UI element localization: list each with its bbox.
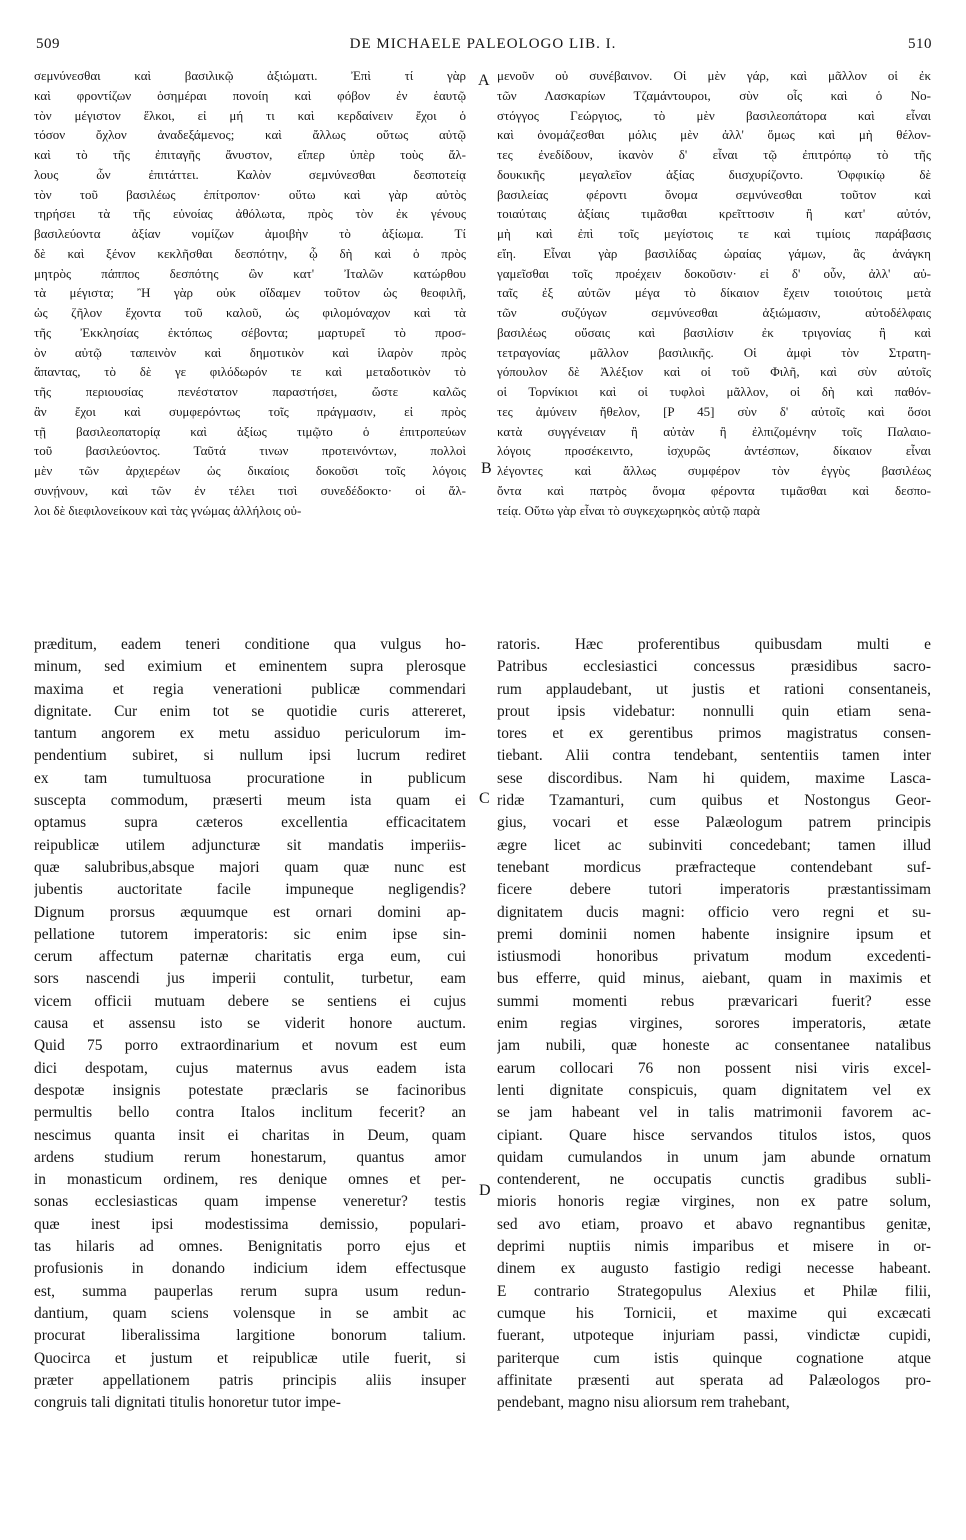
text-line: tores et ex gerentibus primos magistratus consen-	[497, 725, 931, 743]
margin-marker-d: D	[479, 1182, 491, 1199]
text-line: ὡς ζῆλον ἔχοντα τοῦ καλοῦ, ὡς φιλομόναχον καὶ τὰ	[34, 305, 466, 320]
text-line: dantium, quam sciens volensque in se ambit ac	[34, 1304, 466, 1322]
text-line: cumque his Tornicii, et maxime qui excæcati	[497, 1304, 931, 1322]
text-line: μὴ καὶ ἐπὶ τοῖς μεγίστοις τε καὶ τιμίοις παράβασις	[497, 226, 931, 241]
text-line: profusionis in donando indicium idem effectusque	[34, 1260, 466, 1278]
margin-marker-c: C	[479, 790, 490, 807]
text-line: dignitate. Cur enim tot se quotidie curis attereret,	[34, 702, 466, 720]
text-line: σεμνύνεσθαι καὶ βασιλικῷ ἀξιώματι. Ἐπὶ τί γὰρ	[34, 68, 466, 83]
text-line: sors nascendi jus imperii contulit, turbetur, eam	[34, 970, 466, 988]
text-line: istiusmodi honoribus privatum modum excedenti-	[497, 948, 931, 966]
text-line: λους ὧν ἐπιτάττει. Καλὸν σεμνύνεσθαι δεσποτείᾳ	[34, 166, 466, 182]
text-line: causa et assensu isto se viderit honore auctum.	[34, 1015, 466, 1033]
text-line: στόγγος Γεώργιος, τὸ μὲν βασιλεοπάτορα καὶ εἶναι	[497, 107, 931, 123]
text-line: βασιλείας φέροντι ὄνομα σεμνύνεσθαι τοῦτον καὶ	[497, 186, 931, 202]
text-line: se jam habeant vel in talis matrimonii favorem ac-	[497, 1104, 931, 1122]
text-line: mioris honoris regiæ virgines, non ex patre solum,	[497, 1193, 931, 1211]
text-line: ratoris. Hæc proferentibus quibusdam multi e	[497, 636, 931, 653]
text-line: Patribus ecclesiastici concessus præsidibus sacro-	[497, 658, 931, 676]
text-line: λέγοντες καὶ ἄλλως συμφέρον τὸν ἐγγὺς βασιλέως	[497, 463, 931, 478]
text-line: ἅπαντας, τὸ δὲ γε φιλόδωρόν τε καὶ μεταδοτικὸν τὸ	[34, 364, 466, 380]
text-line: est, summa pauperlas rerum supra usum redun-	[34, 1282, 466, 1300]
text-line: sese discordibus. Nam hi quidem, maxime Lasca-	[497, 769, 931, 787]
text-line: præter appellationem patris principis aliis insuper	[34, 1371, 466, 1389]
text-line: δουκικῆς μεγαλεῖον ἀξίας διισχυρίζοντο. Ὀφφικίῳ δὲ	[497, 166, 931, 182]
text-line: summi momenti rebus prævaricari fuerit? esse	[497, 992, 931, 1010]
text-line: τες ἀμύνειν ἤθελον, [P 45] σὺν δ' αὐτοῖς καὶ ὅσοι	[497, 403, 931, 419]
text-line: sed avo etiam, proavo et abavo regnantibus genitæ,	[497, 1215, 931, 1233]
text-line: καὶ τὸ τῆς ἐπιταγῆς ἄνυστον, εἴπερ ὑπὲρ τοὺς ἄλ-	[34, 147, 466, 162]
text-line: ardens studium rerum honestarum, quantus amor	[34, 1148, 466, 1166]
text-line: βασιλεύοντα ἀξίαν νομίζων ἀμοιβὴν τὸ ἀξίωμα. Τί	[34, 226, 466, 241]
text-line: quæ salubribus,absque majori quam quæ nunc est	[34, 858, 466, 876]
text-line: τὰ μέγιστα; Ἢ γὰρ οὐκ οἴδαμεν τοῦτον ὡς θεοφιλῆ,	[34, 285, 466, 301]
text-line: μενοῦν οὐ συνέβαινον. Οἱ μὲν γάρ, καὶ μᾶλλον οἱ ἐκ	[497, 68, 931, 83]
text-line: contenderent, ne occupatis cunctis gradibus subli-	[497, 1171, 931, 1189]
text-line: fuerant, utpoteque injuriam passi, vindictæ cupidi,	[497, 1327, 931, 1345]
text-line: tas hilaris ad omnes. Benignitatis porro ejus et	[34, 1238, 466, 1256]
text-line: optamus supra cæteros excellentia efficacitatem	[34, 814, 466, 832]
text-line: οἱ Τορνίκιοι καὶ οἱ τυφλοὶ μᾶλλον, οἱ δὴ καὶ παθόν-	[497, 384, 931, 399]
text-line: prout ipsis videbatur: nonnulli quin etiam sena-	[497, 702, 931, 720]
text-line: vicem officii mutuam debere se sentiens ei cujus	[34, 992, 466, 1010]
text-line: jubentis auctoritate facile impuneque negligendis?	[34, 881, 466, 899]
text-line: dinem ex augusto fastigio redigi necesse habeant.	[497, 1260, 931, 1278]
text-line: τῆς Ἐκκλησίας ἐκτόπως σέβοντα; μαρτυρεῖ τὸ προσ-	[34, 324, 466, 340]
text-line: rum applaudebant, ut justis et rationi consentaneis,	[497, 680, 931, 698]
text-line: tenebant mordicus præfracteque contendebant suf-	[497, 858, 931, 876]
text-line: enim regias virgines, sorores imperatoris, ætate	[497, 1015, 931, 1033]
text-line: ταῖς ἐξ αὐτῶν μέγα τὸ δίκαιον ἔχειν τοιούτοις μετὰ	[497, 285, 931, 301]
text-line: Quocirca et justum et reipublicæ utile fuerit, si	[34, 1349, 466, 1367]
text-line: τῇ βασιλεοπατορίᾳ καὶ ἀξίως τιμῷτο ὁ ἐπιτροπεύων	[34, 423, 466, 439]
page-header	[0, 36, 966, 60]
text-line: τῶν Λασκαρίων Τζαμάντουροι, σὺν οἷς καὶ ὁ Νο-	[497, 87, 931, 103]
text-line: sonas ecclesiasticas quam impense veneretur? testis	[34, 1193, 466, 1211]
text-line: minum, sed eximium et eminentem supra plerosque	[34, 658, 466, 676]
text-line: τὸν μέγιστον ἕλκοι, εἰ μή τι καὶ κερδαίνειν ἔχοι ὁ	[34, 107, 466, 123]
text-line: bus efferre, quid minus, aiebant, quam in maximis et	[497, 970, 931, 988]
text-line: ἂν ἔχοι καὶ συμφερόντως τοῖς πράγμασιν, εἰ πρὸς	[34, 403, 466, 419]
text-line: maxima et regia venerationi publicæ commendari	[34, 680, 466, 698]
text-line: tiebant. Alii contra tendebant, sententiis tamen inter	[497, 747, 931, 765]
text-line: affinitate præsenti aut sperata ad Palæologos pro-	[497, 1371, 931, 1389]
right-page-number: 510	[908, 36, 932, 52]
text-line: nescimus quanta insit ei charitas in Deum, quam	[34, 1126, 466, 1144]
text-line: quidam cumulandos in unum jam abunde ornatum	[497, 1148, 931, 1166]
text-line: pellatione tutorem imperatoris: sic enim ipse sin-	[34, 925, 466, 943]
text-line: καὶ ὀνομάζεσθαι μόλις μὲν ἀλλ' ὅμως καὶ μὴ θέλον-	[497, 127, 931, 143]
text-line: E contrario Strategopulus Alexius et Philæ filii,	[497, 1282, 931, 1300]
running-title: DE MICHAELE PALEOLOGO LIB. I.	[349, 36, 617, 52]
text-line: cerum affectum paternæ charitatis erga eum, cui	[34, 948, 466, 966]
text-line: κατὰ συγγένειαν ἢ αὐτὰν ἢ ἐλπιζομένην τοῖς Παλαιο-	[497, 423, 931, 439]
text-line: pariterque cum istis quinque cognatione atque	[497, 1349, 931, 1367]
text-line: tantum angorem ex metu assiduo periculorum im-	[34, 725, 466, 743]
text-line: τὸν τοῦ βασιλέως ἐπίτροπον· οὕτω καὶ γὰρ αὐτὸς	[34, 186, 466, 202]
text-line: in monasticum ordinem, res denique omnes et per-	[34, 1171, 466, 1189]
text-line: γαμεῖσθαι τοῖς προέχειν δοκοῦσιν· εἰ δ' οὖν, ἀλλ' αὐ-	[497, 265, 931, 281]
text-line: εἴη. Εἶναι γὰρ βασιλίδας ὡραίας γάμων, ἃς ἀνάγκη	[497, 245, 931, 261]
latin-translation-right-column	[497, 634, 931, 1514]
text-line: congruis tali dignitati titulis honoretur tutor impe-	[34, 1394, 341, 1412]
text-line: μὲν τῶν ἀρχιερέων ὡς δικαίοις δοκοῦσι τοῖς λόγοις	[34, 463, 466, 478]
text-line: gius, vocari et esse Palæologum patrem principis	[497, 814, 931, 832]
text-line: despotæ insignis potestate præclaris se facinoribus	[34, 1081, 466, 1099]
text-line: δὲ καὶ ξένον κεκλῆσθαι δεσπότην, ᾧ δὴ καὶ ὁ πρὸς	[34, 245, 466, 261]
text-line: procurat liberalissima largitione bonorum talium.	[34, 1327, 466, 1345]
text-line: τῆς περιουσίας πενέστατον παραστήσει, ὥστε καλῶς	[34, 384, 466, 399]
text-line: λόγοις προσέκειντο, ἰσχυρῶς ἀντέσπων, δίκαιον εἶναι	[497, 443, 931, 459]
text-line: τετραγονίας μᾶλλον βασιλικῆς. Οἱ ἀμφὶ τὸν Στρατη-	[497, 344, 931, 360]
text-line: τες ἐνεδίδουν, ἱκανὸν δ' εἶναι τῷ ἐπιτρόπῳ τὸ τῆς	[497, 147, 931, 162]
text-line: deprimi nuptiis nimis imparibus et misere in or-	[497, 1238, 931, 1256]
text-line: premi dominii nomen habente insignire ipsum et	[497, 925, 931, 943]
text-line: lenti dignitate conspicuis, quam dignitatem vel ex	[497, 1081, 931, 1099]
text-line: τηρήσει τὰ τῆς εὐνοίας ἀθόλωτα, πρὸς τὸν ἐκ γένους	[34, 206, 466, 222]
text-line: pendebant, magno nisu aliorsum rem trahebant,	[497, 1394, 790, 1412]
latin-translation-left-column	[34, 634, 466, 1514]
text-line: καὶ φροντίζων ὁσημέραι πονοίη καὶ φόβον ἐν ἑαυτῷ	[34, 87, 466, 103]
text-line: τόσον ὄχλον ἀναδεξάμενος; καὶ ἄλλως οὕτως αὐτῷ	[34, 127, 466, 143]
text-line: Dignum prorsus æquumque est ornari domini ap-	[34, 903, 466, 921]
text-line: permultis bello contra Italos inclitum fecerit? an	[34, 1104, 466, 1122]
text-line: τῶν συζύγων σεμνύνεσθαι ἀξιώμασιν, αὐτοδέλφαις	[497, 305, 931, 320]
greek-text-left-column	[34, 66, 466, 606]
text-line: suscepta commodum, præserti meum ista quam ei	[34, 792, 466, 810]
text-line: ficere debere tutori imperatoris præstantissimam	[497, 881, 931, 899]
text-line: τοιαύταις ἀξίαις τιμᾶσθαι κρεῖττοσιν ἢ κατ' αὐτόν,	[497, 206, 931, 222]
margin-marker-b: B	[481, 460, 492, 477]
text-line: συνῄνουν, καὶ τῶν ἐν τέλει τισὶ συνεδέδοκτο· οἱ ἄλ-	[34, 482, 466, 498]
text-line: præditum, eadem teneri conditione qua vulgus ho-	[34, 636, 466, 653]
text-line: reipublicæ utilem adjuncturæ sit mandatis imperiis-	[34, 836, 466, 854]
text-line: ὸν αὐτῷ ταπεινὸν καὶ δημοτικὸν καὶ ἱλαρὸν πρὸς	[34, 344, 466, 360]
text-line: pendentium subiret, si nullum ipsi lucrum rediret	[34, 747, 466, 765]
text-line: quæ inest ipsi modestissima demissio, populari-	[34, 1215, 466, 1233]
text-line: ægre licet ac subinviti concedebant; tamen illud	[497, 836, 931, 854]
greek-text-right-column	[497, 66, 931, 606]
text-line: ex tam tumultuosa procuratione in publicum	[34, 769, 466, 787]
text-line: jam nubili, quæ honeste ac consentanee natalibus	[497, 1037, 931, 1055]
text-line: βασιλέως οὔσαις καὶ βασιλίσιν ἐκ τριγονίας ἢ καὶ	[497, 324, 931, 340]
text-line: cipiant. Quare hisce servandos titulos istos, quos	[497, 1126, 931, 1144]
left-page-number: 509	[36, 36, 60, 52]
text-line: μητρὸς πάππος δεσπότης ὢν κατ' Ἰταλῶν κατώρθου	[34, 265, 466, 281]
text-line: ὄντα καὶ πατρὸς ὄνομα φέροντα τιμᾶσθαι καὶ δεσπο-	[497, 482, 931, 498]
text-line: dici despotam, cujus maternus avus eadem ista	[34, 1059, 466, 1077]
text-line: τοῦ βασιλεύοντος. Ταῦτά τινων προτεινόντων, πολλοὶ	[34, 443, 466, 459]
margin-marker-a: A	[478, 72, 490, 89]
text-line: dignitatem ducis magni: officio vero regni et su-	[497, 903, 931, 921]
text-line: λοι δὲ διεφιλονείκουν καὶ τὰς γνώμας ἀλλήλοις οὐ-	[34, 502, 302, 518]
text-line: Quid 75 porro extraordinarium et novum est eum	[34, 1037, 466, 1055]
text-line: γόπουλον δὲ Ἀλέξιον καὶ οἱ τοῦ Φιλῆ, καὶ σὺν αὐτοῖς	[497, 364, 931, 380]
text-line: τείᾳ. Οὕτω γὰρ εἶναι τὸ συγκεχωρηκὸς αὐτῷ παρὰ	[497, 502, 760, 518]
text-line: ridæ Tzamanturi, cum quibus et Nostongus Geor-	[497, 792, 931, 810]
text-line: earum collocari 76 non possent nisi viris excel-	[497, 1059, 931, 1077]
